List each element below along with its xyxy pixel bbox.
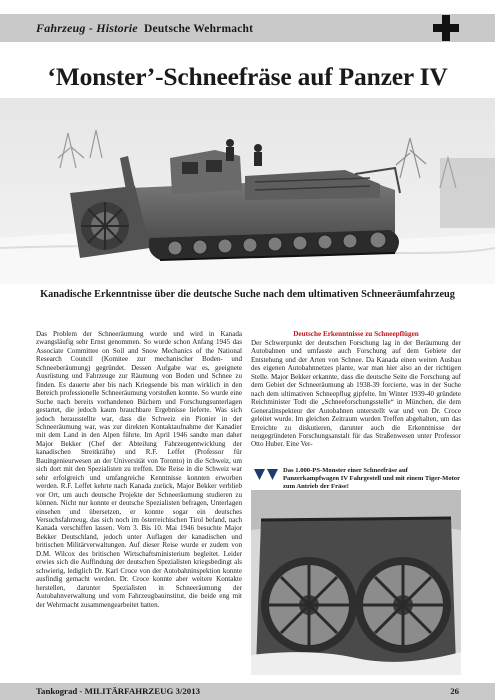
page-title: ‘Monster’-Schneefräse auf Panzer IV bbox=[47, 62, 448, 91]
article-text-right: Der Schwerpunkt der deutschen Forschung lag in der Beräumung der Autobahnen und umfasste auch Forschung auf dem Gebiete der Entstehung und der Arten von Schnee. Da Kanada einen weiten Ausbau des eigenen Autobahnnetzes plante, war man hier also an der richtigen Stelle. Major Bekker erkannte, dass die deutsche Seite die Forschung auf dem Gebiet der Schneeräumung ab 1938-39 forcierte, was in der Suche nach dem ultimativen Schneepflug gipfelte. Im Winter 1939-40 gründete Reichminister Todt die „Schneeforschungsstelle“ in München, die dem Generalinspekteur der Autobahnen unterstellt war und von Dr. Croce geleitet wurde. Im gleichen Zeitraum wurden Treffen abgehalten, um das Erreichte zu diskutieren, darunter auch die Erkenntnisse der neugegründeten Forschungsanstalt für das Straßenwesen unter Professor Otto Huber. Eine Ver- bbox=[251, 339, 461, 449]
main-photo bbox=[0, 98, 495, 284]
page-number: 26 bbox=[450, 686, 459, 696]
article-text-left: Das Problem der Schneeräumung wurde und wird in Kanada zwangsläufig sehr Ernst genommen. So wurde schon Anfang 1945 das Associate Committee on Soil and Snow Mechanics of the National Research Council (Komitee zur mechanischer Boden- und Schneeberäumung) gegründet. Dessen Aufgabe war es, geeignete Ausrüstung und Fahrzeuge zur Räumung von Boden und Schnee zu finden. Es dauerte aber bis nach Kriegsende bis man wirklich in den Bereich professionelle Schneeräumung vorstoßen konnte. So wurde eine Suche nach bereits vorhandenen Büchern und Forschungsunterlagen gestartet, die jedoch kaum brauchbare Ergebnisse lieferte. Was sich jedoch herausstellte war, dass die Schweiz ein Pionier in der Schneeräumung war, was zur direkten Kontaktaufnahme der Kanadier mit dem Land in den Alpen führte. Im April 1946 sandte man daher Major Bekker (Chef der Abteilung Fahrzeugentwicklung der kanadischen Streitkräfte) und R.F. Leffet (Professor für Bauingenieurwesen an der Universität von Toronto) in die Schweiz, um sich dort mit den Spezialisten zu treffen. Die Reise in die Schweiz war sehr erfolgreich und umfangreiche Kenntnisse konnten erworben werden. R.F. Leffet kehrte nach Kanada zurück, Major Bekker verblieb vor Ort, um auch deutsche Projekte der Schneeräumung studieren zu können. Nicht nur konnte er deutsche Spezialisten befragen, Unterlagen einsehen und übersetzen, er konnte sogar ein deutsches Versuchsfahrzeug, das sich noch im österreichischen Tirol befand, nach Kanada verschiffen lassen. Vom 3. Bis 10. Mai 1946 besuchte Major Bekker Deutschland, jedoch unter Auflagen der kanadischen und britischen Militärverwaltungen. Auf dieser Reise wurde er zudem von D.M. Wilcox des britischen Wirtschaftsministerium begleitet. Leider erwies sich die Auffindung der deutschen Spezialisten kriegsbedingt als schwierig, lediglich Dr. Karl Croce von der Autobahninspektion konnte ausfindig gemacht werden. Dr. Croce konnte aber weitere Kontakte herstellen, darunter Spezialisten in Schneeräumung der Autobahnverwaltung und vom Fahrzeugbauinstitut, die beide eng mit der Wehrmacht zusammengearbeitet hatten. bbox=[36, 330, 242, 609]
main-photo-caption: Kanadische Erkenntnisse über die deutsche Suche nach dem ultimativen Schneeräumfahrzeug bbox=[40, 289, 455, 300]
blackletter-label: Deutsche Wehrmacht bbox=[144, 23, 254, 35]
second-photo bbox=[251, 490, 461, 675]
snowblower-tank-photo bbox=[0, 98, 495, 284]
footer-bar bbox=[0, 683, 495, 700]
section-subheading: Deutsche Erkenntnisse zu Schneepflügen bbox=[293, 330, 419, 338]
double-triangle-icon bbox=[254, 469, 280, 481]
footer-source: Tankograd - MILITÄRFAHRZEUG 3/2013 bbox=[36, 686, 200, 696]
category-text: Fahrzeug - Historie bbox=[36, 21, 138, 35]
article-column-right bbox=[251, 339, 461, 449]
article-column-left bbox=[36, 330, 242, 609]
category-label bbox=[36, 21, 253, 36]
balkenkreuz-icon bbox=[433, 15, 459, 41]
second-photo-caption: Das 1.000-PS-Monster einer Schneefräse auf Panzerkampfwagen IV Fahrgestell und mit einem Tiger-Motor zum Antrieb der Fräse! bbox=[283, 467, 460, 490]
snowblower-rotors-photo bbox=[251, 490, 461, 675]
